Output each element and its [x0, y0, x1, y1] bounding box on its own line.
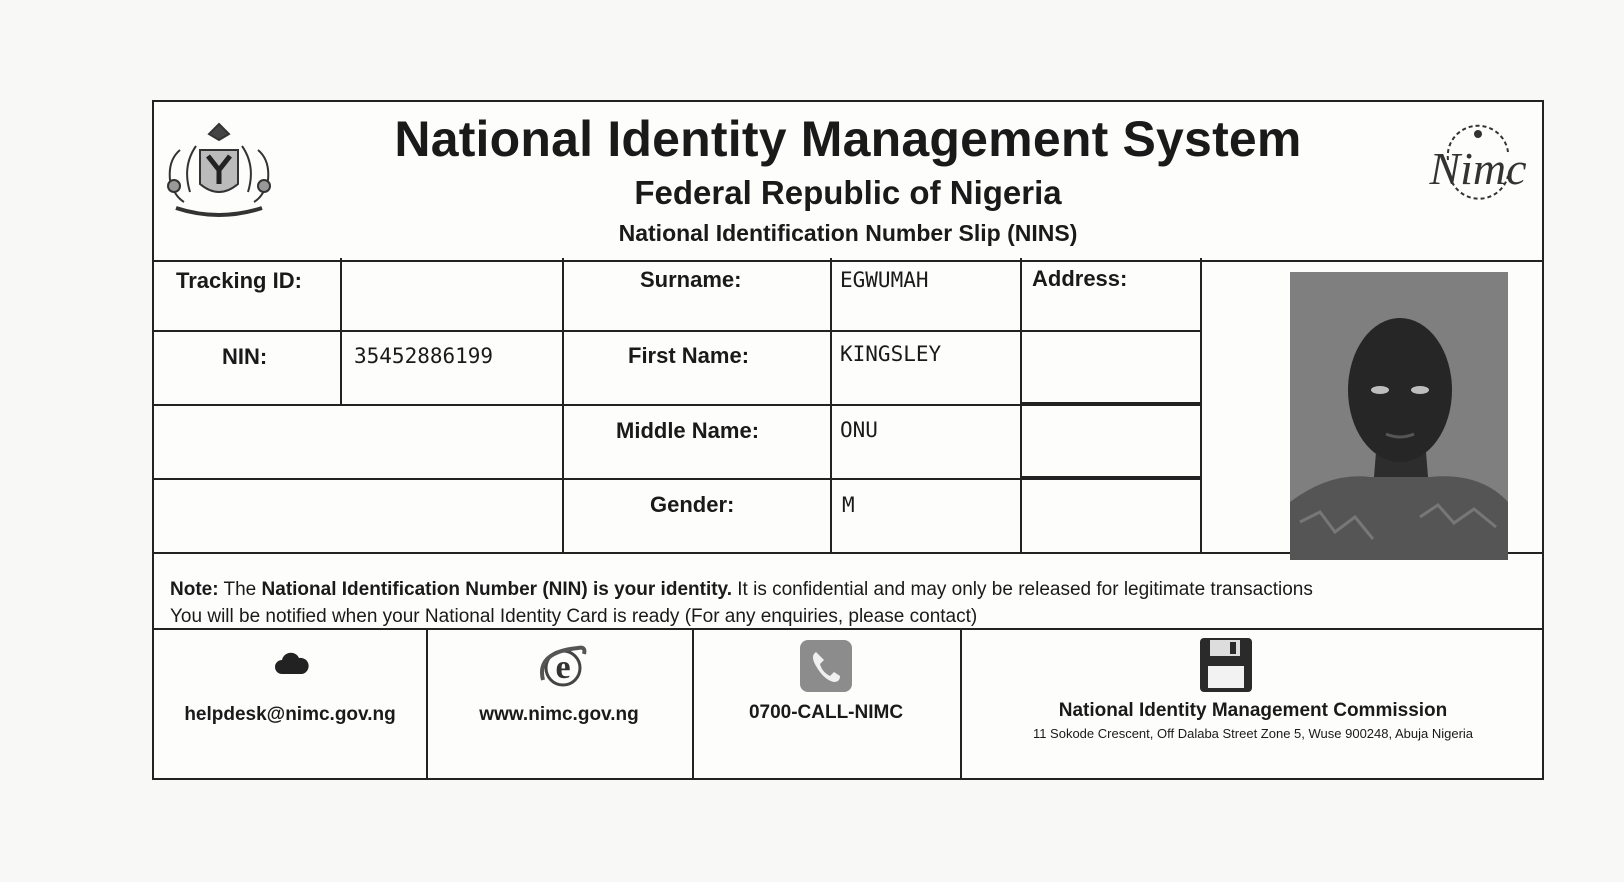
surname-value: EGWUMAH: [840, 268, 929, 292]
org-address: 11 Sokode Crescent, Off Dalaba Street Zone 5, Wuse 900248, Abuja Nigeria: [1032, 726, 1474, 741]
note-text: Note: The National Identification Number (NIN) is your identity. It is confidential and may only be released for legitimate transactions You will be notified when your National Identity Card is ready (For any enquiries, please contact): [170, 576, 1313, 630]
note-line-2: You will be notified when your National Identity Card is ready (For any enquiries, please contact): [170, 606, 978, 627]
note-emphasis: National Identification Number (NIN) is your identity.: [261, 579, 732, 600]
nin-slip: [152, 100, 1544, 780]
address-label: Address:: [1032, 266, 1128, 291]
slip-header: [154, 102, 1542, 262]
middle-name-label: Middle Name:: [616, 418, 760, 443]
tracking-id-label: Tracking ID:: [176, 268, 302, 293]
phone-icon: [798, 638, 854, 694]
nimc-logo-icon: [1418, 120, 1538, 206]
phone-number[interactable]: 0700-CALL-NIMC: [748, 702, 904, 723]
first-name-label: First Name:: [628, 343, 750, 368]
nin-label: NIN:: [222, 344, 268, 369]
org-name: National Identity Management Commission: [1058, 700, 1448, 721]
svg-text:Nimc: Nimc: [1429, 143, 1527, 194]
first-name-value: KINGSLEY: [840, 342, 942, 366]
svg-text:e: e: [555, 649, 571, 686]
email-link[interactable]: helpdesk@nimc.gov.ng: [184, 704, 396, 725]
nin-value: 35452886199: [354, 344, 494, 368]
passport-photo: [1290, 272, 1508, 560]
gender-label: Gender:: [650, 492, 735, 517]
floppy-disk-icon: [1198, 636, 1254, 694]
middle-name-value: ONU: [840, 418, 878, 442]
gender-value: M: [842, 493, 855, 517]
slip-name: National Identification Number Slip (NINS): [618, 220, 1078, 246]
cloud-icon: [274, 652, 310, 676]
page-title: National Identity Management System: [394, 111, 1302, 167]
note-prefix: Note:: [170, 579, 219, 600]
page-subtitle: Federal Republic of Nigeria: [634, 174, 1062, 211]
website-link[interactable]: www.nimc.gov.ng: [479, 704, 639, 725]
internet-explorer-icon: [538, 642, 588, 692]
surname-label: Surname:: [640, 267, 742, 292]
